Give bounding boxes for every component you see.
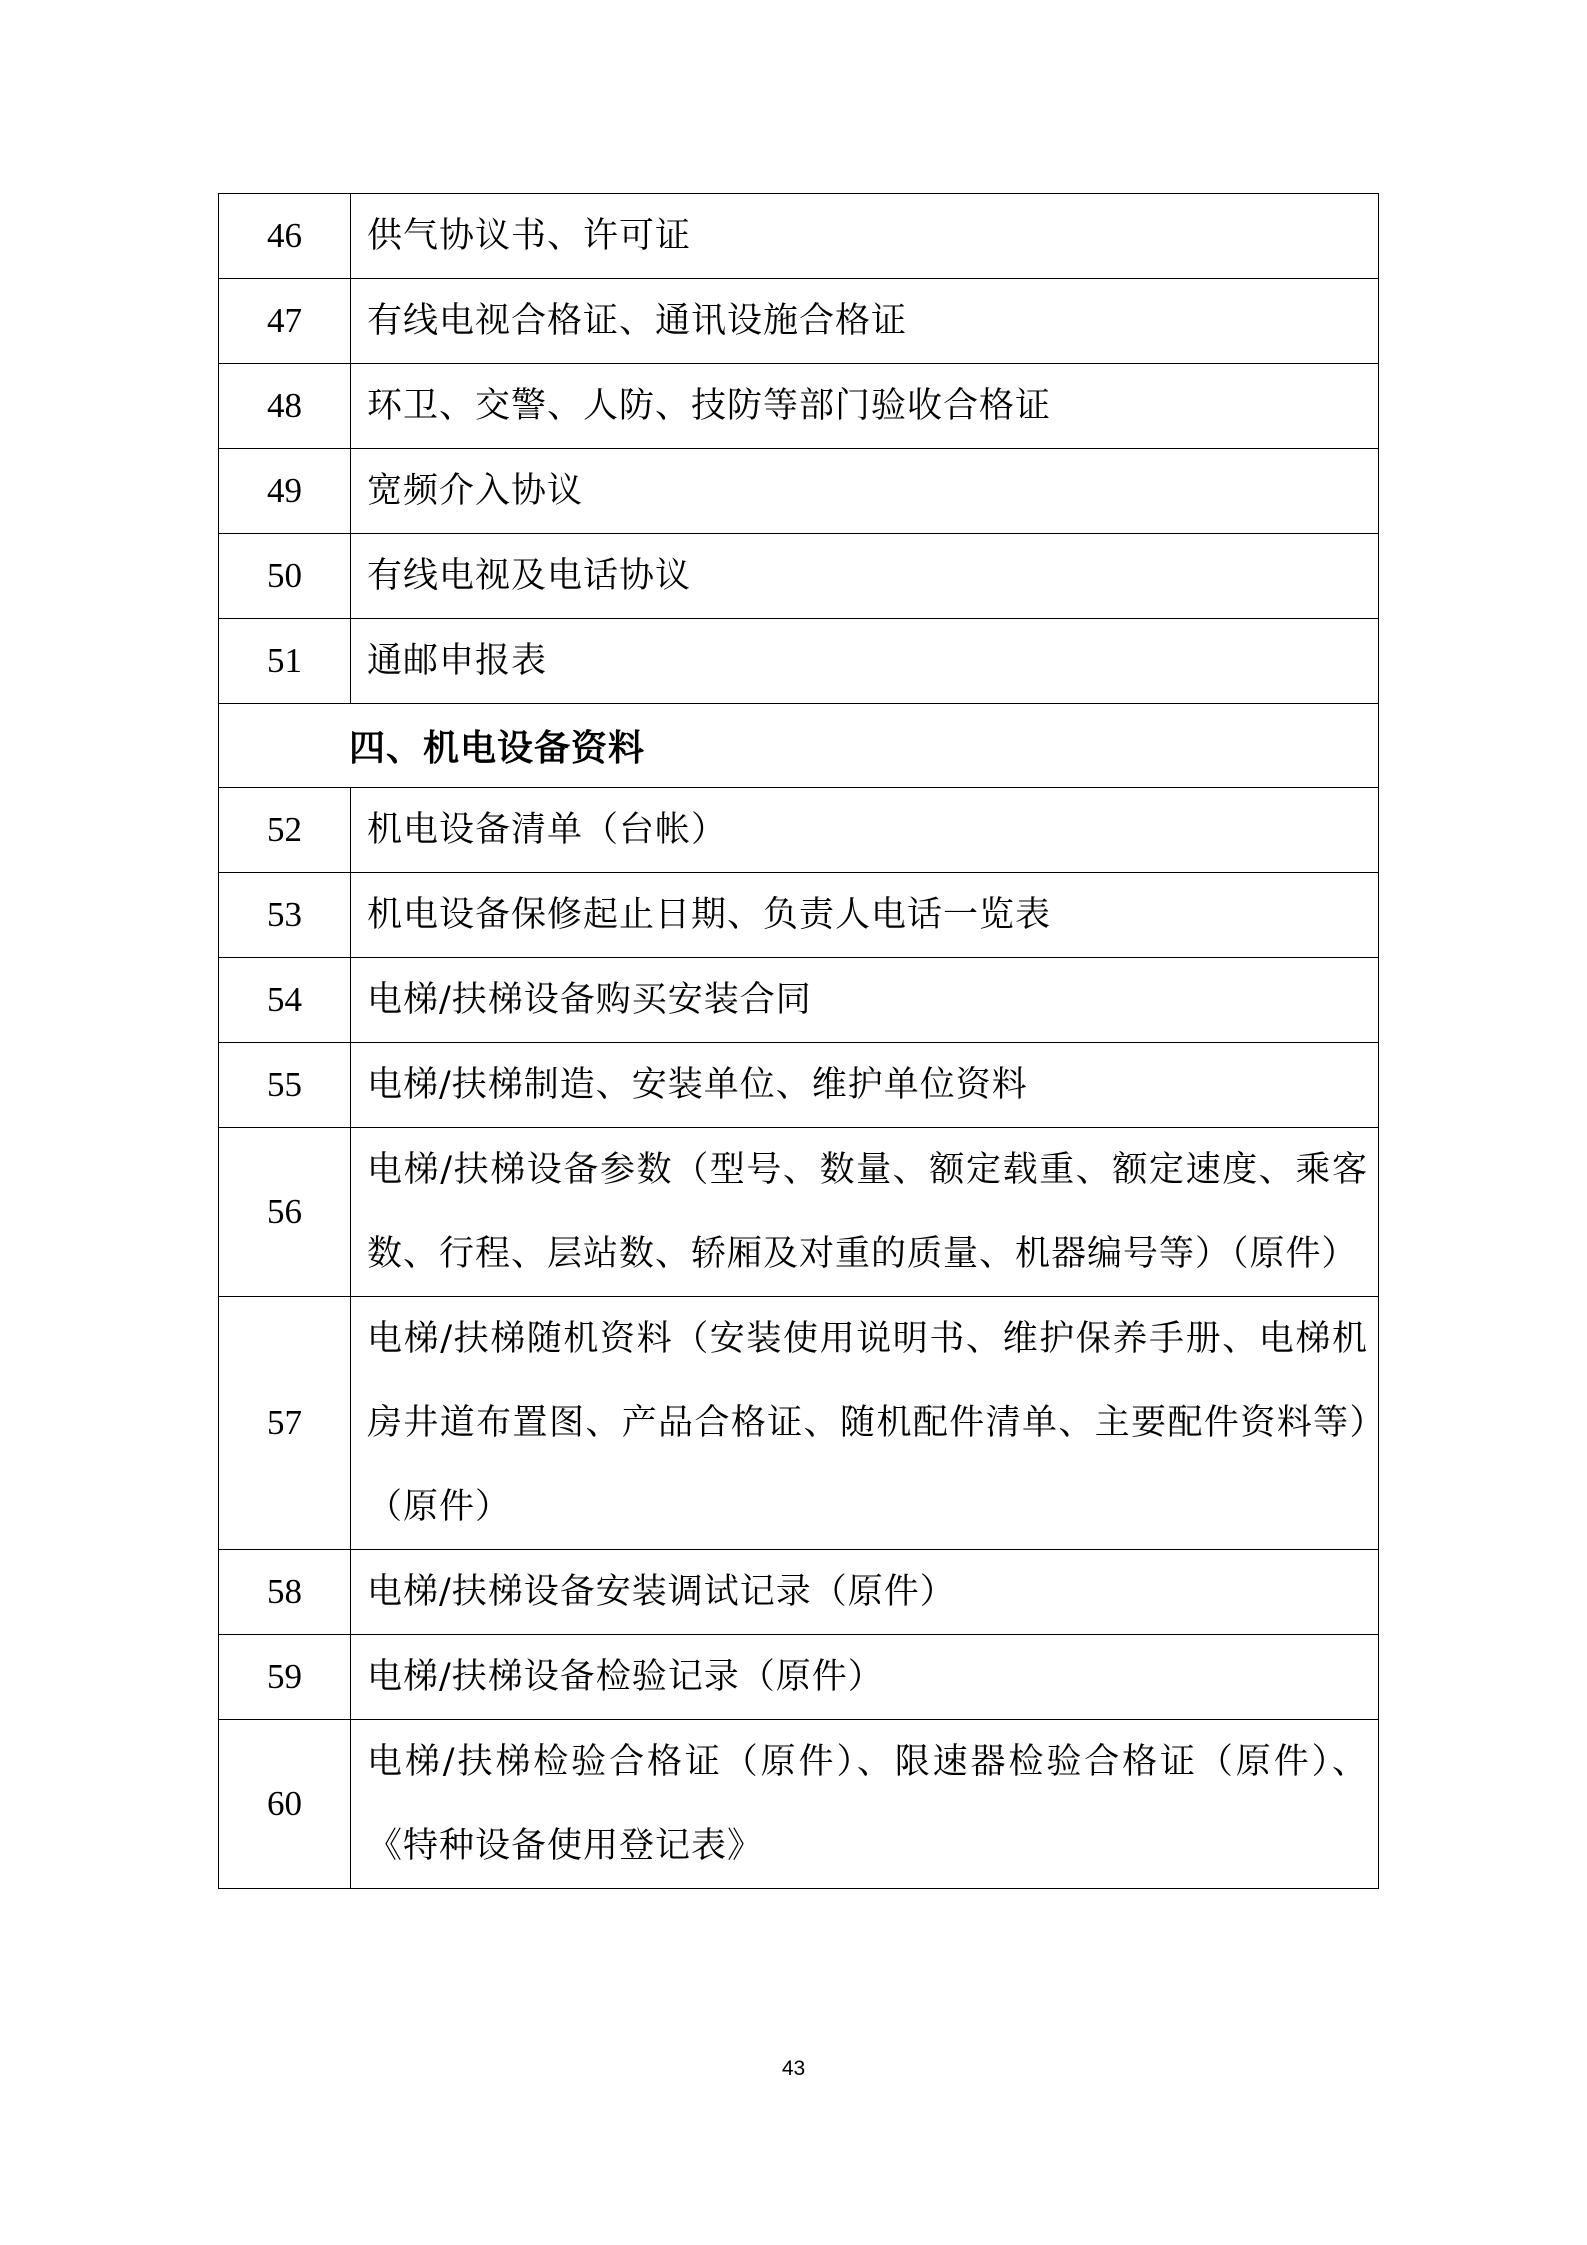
row-text: 通邮申报表	[351, 619, 1379, 704]
row-number: 52	[219, 788, 351, 873]
row-text: 有线电视合格证、通讯设施合格证	[351, 279, 1379, 364]
row-number: 47	[219, 279, 351, 364]
row-text: 宽频介入协议	[351, 449, 1379, 534]
row-text: 环卫、交警、人防、技防等部门验收合格证	[351, 364, 1379, 449]
page-number: 43	[781, 2057, 806, 2080]
table-row	[219, 1297, 1379, 1550]
section-title: 四、机电设备资料	[219, 704, 1379, 788]
row-number: 49	[219, 449, 351, 534]
row-text: 电梯/扶梯设备参数（型号、数量、额定载重、额定速度、乘客数、行程、层站数、轿厢及对重的质量、机器编号等）（原件）	[351, 1128, 1379, 1297]
table-row	[219, 1635, 1379, 1720]
table-row	[219, 194, 1379, 279]
row-text: 电梯/扶梯设备检验记录（原件）	[351, 1635, 1379, 1720]
table-row	[219, 619, 1379, 704]
table-row	[219, 1043, 1379, 1128]
row-number: 50	[219, 534, 351, 619]
row-number: 46	[219, 194, 351, 279]
row-number: 48	[219, 364, 351, 449]
row-text: 电梯/扶梯随机资料（安装使用说明书、维护保养手册、电梯机房井道布置图、产品合格证、随机配件清单、主要配件资料等）（原件）	[351, 1297, 1379, 1550]
table-row	[219, 1128, 1379, 1297]
row-number: 57	[219, 1297, 351, 1550]
section-header-row	[219, 704, 1379, 788]
table-row	[219, 364, 1379, 449]
table-row	[219, 788, 1379, 873]
row-number: 56	[219, 1128, 351, 1297]
table-row	[219, 534, 1379, 619]
table-row	[219, 279, 1379, 364]
document-table	[218, 193, 1379, 1889]
row-number: 59	[219, 1635, 351, 1720]
table-row	[219, 449, 1379, 534]
row-number: 54	[219, 958, 351, 1043]
table-row	[219, 958, 1379, 1043]
row-text: 供气协议书、许可证	[351, 194, 1379, 279]
row-text: 机电设备清单（台帐）	[351, 788, 1379, 873]
row-text: 有线电视及电话协议	[351, 534, 1379, 619]
table-row	[219, 1720, 1379, 1889]
row-text: 电梯/扶梯设备安装调试记录（原件）	[351, 1550, 1379, 1635]
row-number: 51	[219, 619, 351, 704]
row-number: 58	[219, 1550, 351, 1635]
row-number: 55	[219, 1043, 351, 1128]
row-number: 60	[219, 1720, 351, 1889]
row-text: 电梯/扶梯制造、安装单位、维护单位资料	[351, 1043, 1379, 1128]
table-row	[219, 1550, 1379, 1635]
row-text: 电梯/扶梯设备购买安装合同	[351, 958, 1379, 1043]
table-row	[219, 873, 1379, 958]
row-number: 53	[219, 873, 351, 958]
row-text: 机电设备保修起止日期、负责人电话一览表	[351, 873, 1379, 958]
row-text: 电梯/扶梯检验合格证（原件）、限速器检验合格证（原件）、《特种设备使用登记表》	[351, 1720, 1379, 1889]
